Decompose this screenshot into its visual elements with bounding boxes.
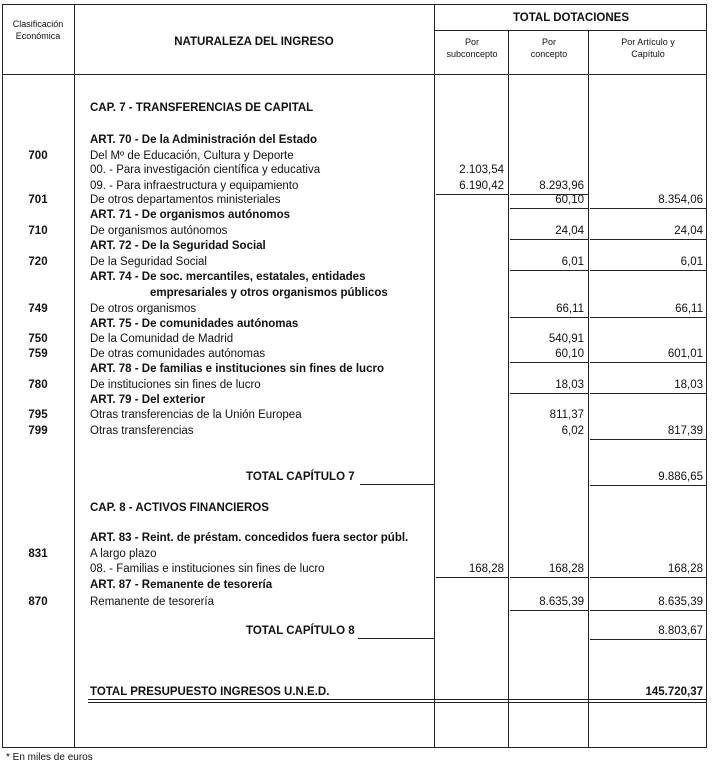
grand-total-label: TOTAL PRESUPUESTO INGRESOS U.N.E.D. — [90, 686, 330, 698]
cell-rule — [590, 208, 706, 209]
row-code: 870 — [28, 596, 48, 608]
header-clasificacion-line2: Económica — [15, 31, 61, 41]
value-articulo-capitulo: 24,04 — [674, 225, 703, 237]
cell-rule — [510, 208, 588, 209]
row-description: De organismos autónomos — [90, 225, 228, 237]
column-divider-code — [74, 4, 75, 748]
table-border-top — [2, 4, 707, 5]
row-description: De otros departamentos ministeriales — [90, 194, 281, 206]
row-code: 720 — [28, 256, 48, 268]
row-code: 750 — [28, 333, 48, 345]
cell-rule — [590, 393, 706, 394]
value-concepto: 168,28 — [548, 563, 584, 575]
header-col2-line1: Por — [541, 37, 556, 47]
row-code: 700 — [28, 150, 48, 162]
value-articulo-capitulo: 817,39 — [667, 425, 703, 437]
header-subdivider — [434, 30, 707, 31]
row-code: 831 — [28, 548, 48, 560]
value-articulo-capitulo: 6,01 — [680, 256, 703, 268]
column-divider-desc — [434, 4, 435, 748]
value-articulo-capitulo: 601,01 — [667, 348, 703, 360]
row-description: Otras transferencias — [90, 425, 194, 437]
cell-rule — [590, 577, 706, 578]
total-underline — [358, 638, 434, 639]
row-description: ART. 79 - Del exterior — [90, 394, 206, 406]
cell-rule — [510, 317, 588, 318]
cell-rule — [590, 485, 706, 486]
table-border-bottom — [2, 747, 707, 748]
value-concepto: 540,91 — [548, 333, 584, 345]
total-underline — [360, 484, 434, 485]
value-concepto: 8.635,39 — [539, 596, 584, 608]
row-code: 710 — [28, 225, 48, 237]
header-clasificacion-line1: Clasificación — [12, 19, 64, 29]
row-description: ART. 72 - De la Seguridad Social — [90, 240, 266, 252]
header-col2-line2: concepto — [530, 49, 568, 59]
header-col-concepto — [510, 36, 588, 60]
row-code: 799 — [28, 425, 48, 437]
row-description: Del Mº de Educación, Cultura y Deporte — [90, 150, 294, 162]
value-concepto: 6,02 — [561, 425, 584, 437]
row-code: 749 — [28, 303, 48, 315]
value-articulo-capitulo: 9.886,65 — [658, 471, 703, 483]
value-concepto: 60,10 — [555, 348, 584, 360]
cell-rule — [590, 239, 706, 240]
row-description: 08. - Familias e instituciones sin fines de lucro — [90, 563, 325, 575]
grand-total-underline-1 — [88, 699, 707, 700]
row-description: ART. 83 - Reint. de préstam. concedidos fuera sector públ. — [90, 532, 409, 544]
value-articulo-capitulo: 8.635,39 — [658, 596, 703, 608]
cell-rule — [590, 610, 706, 611]
header-col1-line1: Por — [464, 37, 479, 47]
footnote: * En miles de euros — [6, 752, 93, 763]
value-concepto: 60,10 — [555, 194, 584, 206]
row-description: De instituciones sin fines de lucro — [90, 379, 261, 391]
value-concepto: 18,03 — [555, 379, 584, 391]
column-divider-c1 — [508, 30, 509, 748]
table-border-right — [706, 4, 707, 748]
row-description: De otras comunidades autónomas — [90, 348, 266, 360]
row-description: ART. 87 - Remanente de tesorería — [90, 579, 273, 591]
row-description: De la Seguridad Social — [90, 256, 207, 268]
cell-rule — [590, 362, 706, 363]
row-description: De otros organismos — [90, 303, 197, 315]
row-description: ART. 75 - De comunidades autónomas — [90, 318, 299, 330]
row-description: ART. 74 - De soc. mercantiles, estatales, entidades — [90, 271, 366, 283]
value-concepto: 66,11 — [556, 303, 584, 315]
row-code: 795 — [28, 409, 48, 421]
value-articulo-capitulo: 168,28 — [667, 563, 703, 575]
cell-rule — [590, 439, 706, 440]
cell-rule — [510, 577, 588, 578]
row-code: 701 — [28, 194, 48, 206]
cell-rule — [510, 362, 588, 363]
value-concepto: 8.293,96 — [539, 180, 584, 192]
value-articulo-capitulo: 18,03 — [674, 379, 703, 391]
cell-rule — [510, 239, 588, 240]
row-description: Remanente de tesorería — [90, 596, 215, 608]
cell-rule — [510, 393, 588, 394]
chapter-total-label: TOTAL CAPÍTULO 7 — [246, 471, 355, 483]
row-description: ART. 71 - De organismos autónomos — [90, 209, 291, 221]
value-concepto: 24,04 — [555, 225, 584, 237]
value-articulo-capitulo: 8.803,67 — [658, 625, 703, 637]
value-subconcepto: 6.190,42 — [459, 180, 504, 192]
grand-total-underline-2 — [88, 702, 707, 703]
cell-rule — [590, 317, 706, 318]
row-code: 780 — [28, 379, 48, 391]
row-description: CAP. 7 - TRANSFERENCIAS DE CAPITAL — [90, 102, 314, 114]
value-concepto: 6,01 — [561, 256, 584, 268]
header-col-subconcepto — [436, 36, 508, 60]
header-total-dotaciones: TOTAL DOTACIONES — [512, 12, 630, 24]
row-description: De la Comunidad de Madrid — [90, 333, 234, 345]
row-description: 09. - Para infraestructura y equipamiento — [90, 180, 299, 192]
header-col1-line2: subconcepto — [446, 49, 498, 59]
row-description: empresariales y otros organismos públicos — [150, 287, 388, 299]
row-description: 00. - Para investigación científica y educativa — [90, 164, 321, 176]
row-description: ART. 78 - De familias e instituciones sin fines de lucro — [90, 363, 384, 375]
row-description: ART. 70 - De la Administración del Estado — [90, 134, 318, 146]
header-naturaleza: NATURALEZA DEL INGRESO — [174, 36, 334, 48]
row-description: Otras transferencias de la Unión Europea — [90, 409, 302, 421]
header-col3-line1: Por Artículo y — [621, 37, 675, 47]
value-articulo-capitulo: 66,11 — [675, 303, 703, 315]
chapter-total-label: TOTAL CAPÍTULO 8 — [246, 625, 355, 637]
cell-rule — [510, 270, 588, 271]
table-border-left — [2, 4, 3, 748]
value-concepto: 811,37 — [549, 409, 584, 421]
cell-rule — [436, 194, 508, 195]
cell-rule — [590, 639, 706, 640]
value-subconcepto: 168,28 — [468, 563, 504, 575]
row-description: A largo plazo — [90, 548, 157, 560]
header-clasificacion — [2, 18, 74, 42]
value-articulo-capitulo: 145.720,37 — [645, 686, 703, 698]
cell-rule — [590, 270, 706, 271]
cell-rule — [436, 577, 508, 578]
header-bottom — [2, 74, 707, 75]
column-divider-c2 — [588, 30, 589, 748]
header-col-articulo-capitulo — [590, 36, 706, 60]
value-subconcepto: 2.103,54 — [459, 164, 504, 176]
header-col3-line2: Capítulo — [631, 49, 665, 59]
value-articulo-capitulo: 8.354,06 — [658, 194, 703, 206]
row-description: CAP. 8 - ACTIVOS FINANCIEROS — [90, 502, 269, 514]
row-code: 759 — [28, 348, 48, 360]
cell-rule — [510, 610, 588, 611]
